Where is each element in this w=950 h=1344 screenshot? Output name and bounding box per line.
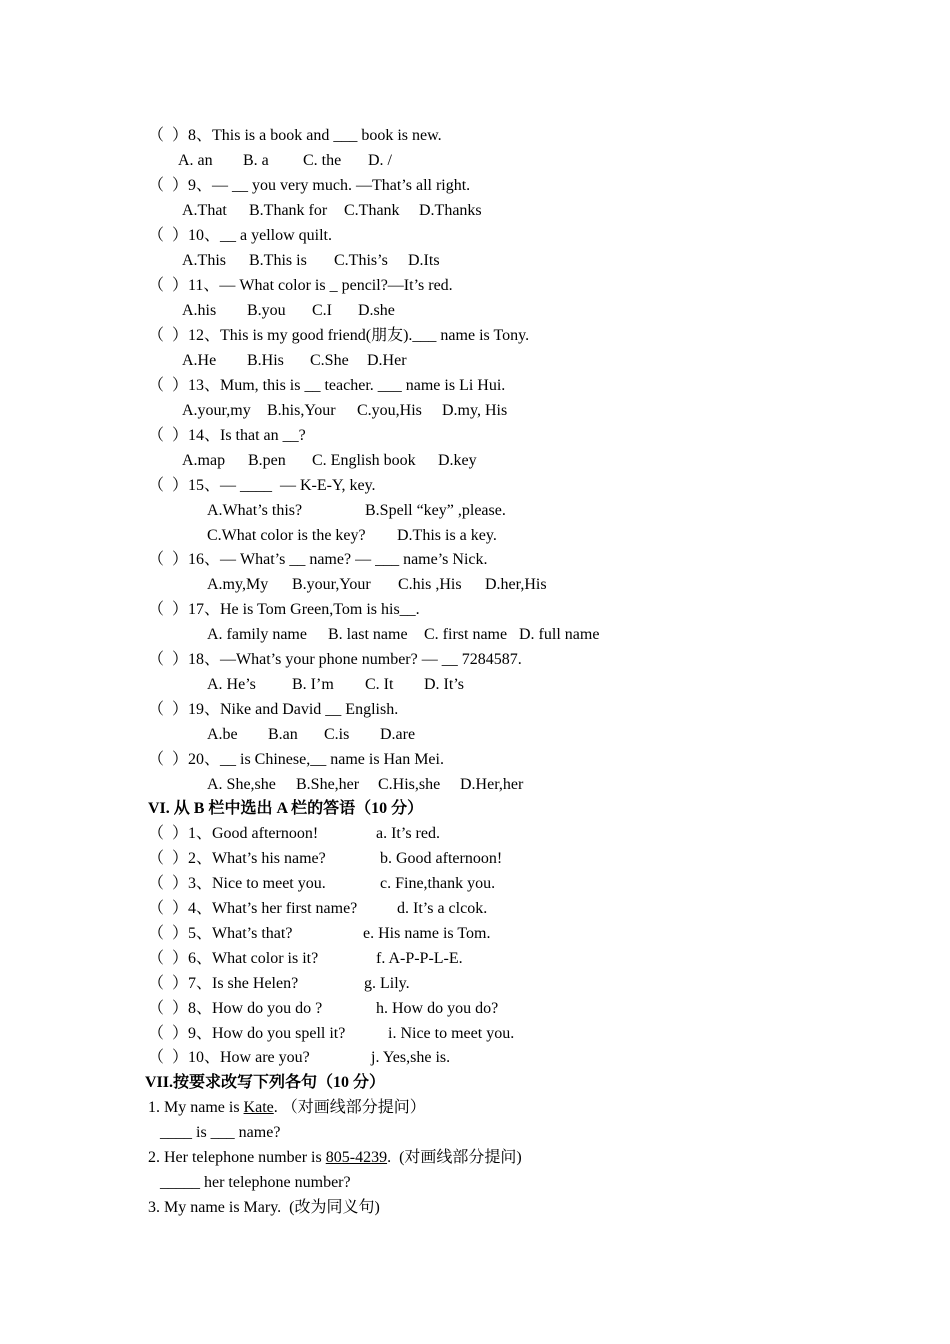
option-d: D.key [438,452,477,469]
question-15: （ ）15、— ____ — K-E-Y, key. [148,477,376,494]
question-10: （ ）10、__ a yellow quilt. [148,227,332,244]
rewrite-sentence-3: 3. My name is Mary. (改为同义句) [148,1199,380,1216]
match-b-3: c. Fine,thank you. [380,875,496,892]
option-b: B.Thank for [249,202,328,219]
match-b-10: j. Yes,she is. [371,1049,451,1066]
option-c: C. the [303,152,342,169]
option-a: A.map [182,452,226,469]
option-c: C. English book [312,452,416,469]
option-d: D. / [368,152,392,169]
rewrite-1-prefix: 1. My name is [148,1099,244,1116]
option-c: C.you,His [357,402,422,419]
option-c: C.is [324,726,350,743]
match-b-7: g. Lily. [364,975,410,992]
option-a: A. an [178,152,213,169]
option-b: B.an [268,726,298,743]
rewrite-1-underlined: Kate [243,1099,274,1116]
option-c: C.This’s [334,252,388,269]
section-7-title: VII.按要求改写下列各句（10 分） [145,1074,386,1091]
question-17-options [207,625,607,645]
option-c: C.What color is the key? [207,527,366,544]
option-a: A. He’s [207,676,256,693]
match-a-7: （ ）7、Is she Helen? [148,975,299,992]
rewrite-2-prefix: 2. Her telephone number is [148,1149,326,1166]
match-b-1: a. It’s red. [376,825,440,842]
match-a-10: （ ）10、How are you? [148,1049,310,1066]
option-b: B.his,Your [267,402,336,419]
option-b: B.This is [249,252,307,269]
option-a: A. She,she [207,776,276,793]
option-a: A.be [207,726,238,743]
option-a: A.my,My [207,576,269,593]
question-11-options [182,301,442,321]
match-a-2: （ ）2、What’s his name? [148,850,326,867]
option-b: B.Spell “key” ,please. [365,502,506,519]
option-b: B. I’m [292,676,334,693]
rewrite-2-underlined: 805-4239 [325,1149,388,1166]
option-b: B.you [247,302,286,319]
question-17: （ ）17、He is Tom Green,Tom is his__. [148,601,420,618]
rewrite-answer-1: ____ is ___ name? [160,1124,281,1141]
match-b-6: f. A-P-P-L-E. [376,950,463,967]
option-d: D.Her,her [460,776,524,793]
match-a-5: （ ）5、What’s that? [148,925,293,942]
question-10-options [182,251,482,271]
question-13: （ ）13、Mum, this is __ teacher. ___ name is Li Hui. [148,377,506,394]
option-d: D.Its [408,252,440,269]
match-a-3: （ ）3、Nice to meet you. [148,875,326,892]
option-b: B.pen [248,452,286,469]
option-b: B.your,Your [292,576,371,593]
question-15-options-row1 [207,501,547,521]
option-b: B.His [247,352,284,369]
option-d: D.are [380,726,416,743]
option-d: D.Her [367,352,407,369]
option-d: D. It’s [424,676,464,693]
rewrite-sentence-2 [148,1148,522,1168]
rewrite-answer-2: _____ her telephone number? [160,1174,351,1191]
option-a: A. family name [207,626,307,643]
match-b-5: e. His name is Tom. [363,925,491,942]
question-16-options [207,575,567,595]
question-12-options [182,351,442,371]
option-d: D. full name [519,626,600,643]
option-b: B. a [243,152,269,169]
option-a: A.your,my [182,402,251,419]
question-12: （ ）12、This is my good friend(朋友).___ name is Tony. [148,327,530,344]
match-a-1: （ ）1、Good afternoon! [148,825,319,842]
match-b-2: b. Good afternoon! [380,850,503,867]
question-18-options [207,675,507,695]
option-c: C. It [365,676,394,693]
question-16: （ ）16、— What’s __ name? — ___ name’s Nick. [148,551,488,568]
rewrite-2-suffix: . (对画线部分提问) [387,1149,522,1166]
match-a-4: （ ）4、What’s her first name? [148,900,358,917]
option-a: A.That [182,202,227,219]
option-c: C.She [310,352,349,369]
match-b-9: i. Nice to meet you. [388,1025,515,1042]
rewrite-sentence-1 [148,1098,426,1118]
option-a: A.his [182,302,217,319]
question-8-options [178,151,438,171]
question-19: （ ）19、Nike and David __ English. [148,701,399,718]
option-c: C.His,she [378,776,441,793]
section-6-title: VI. 从 B 栏中选出 A 栏的答语（10 分） [148,800,424,817]
question-18: （ ）18、—What’s your phone number? — __ 7284587. [148,651,522,668]
question-20-options [207,775,547,795]
option-c: C.I [312,302,332,319]
option-d: D.her,His [485,576,547,593]
option-c: C.Thank [344,202,400,219]
option-c: C.his ,His [398,576,462,593]
option-b: B. last name [328,626,408,643]
option-d: D.Thanks [419,202,482,219]
option-d: D.she [358,302,395,319]
question-11: （ ）11、— What color is _ pencil?—It’s red. [148,277,453,294]
match-a-9: （ ）9、How do you spell it? [148,1025,346,1042]
question-9-options [182,201,502,221]
option-a: A.He [182,352,217,369]
question-19-options [207,725,467,745]
rewrite-1-suffix: . （对画线部分提问） [273,1099,426,1116]
match-a-6: （ ）6、What color is it? [148,950,319,967]
question-14-options [182,451,502,471]
option-d: D.This is a key. [397,527,497,544]
match-a-8: （ ）8、How do you do ? [148,1000,323,1017]
option-c: C. first name [424,626,508,643]
match-b-4: d. It’s a clcok. [397,900,488,917]
question-13-options [182,401,522,421]
question-8: （ ）8、This is a book and ___ book is new. [148,127,442,144]
option-a: A.This [182,252,226,269]
question-20: （ ）20、__ is Chinese,__ name is Han Mei. [148,751,444,768]
question-9: （ ）9、— __ you very much. —That’s all right. [148,177,471,194]
option-b: B.She,her [296,776,360,793]
option-a: A.What’s this? [207,502,303,519]
match-b-8: h. How do you do? [376,1000,499,1017]
question-14: （ ）14、Is that an __? [148,427,306,444]
question-15-options-row2 [207,526,547,546]
option-d: D.my, His [442,402,508,419]
